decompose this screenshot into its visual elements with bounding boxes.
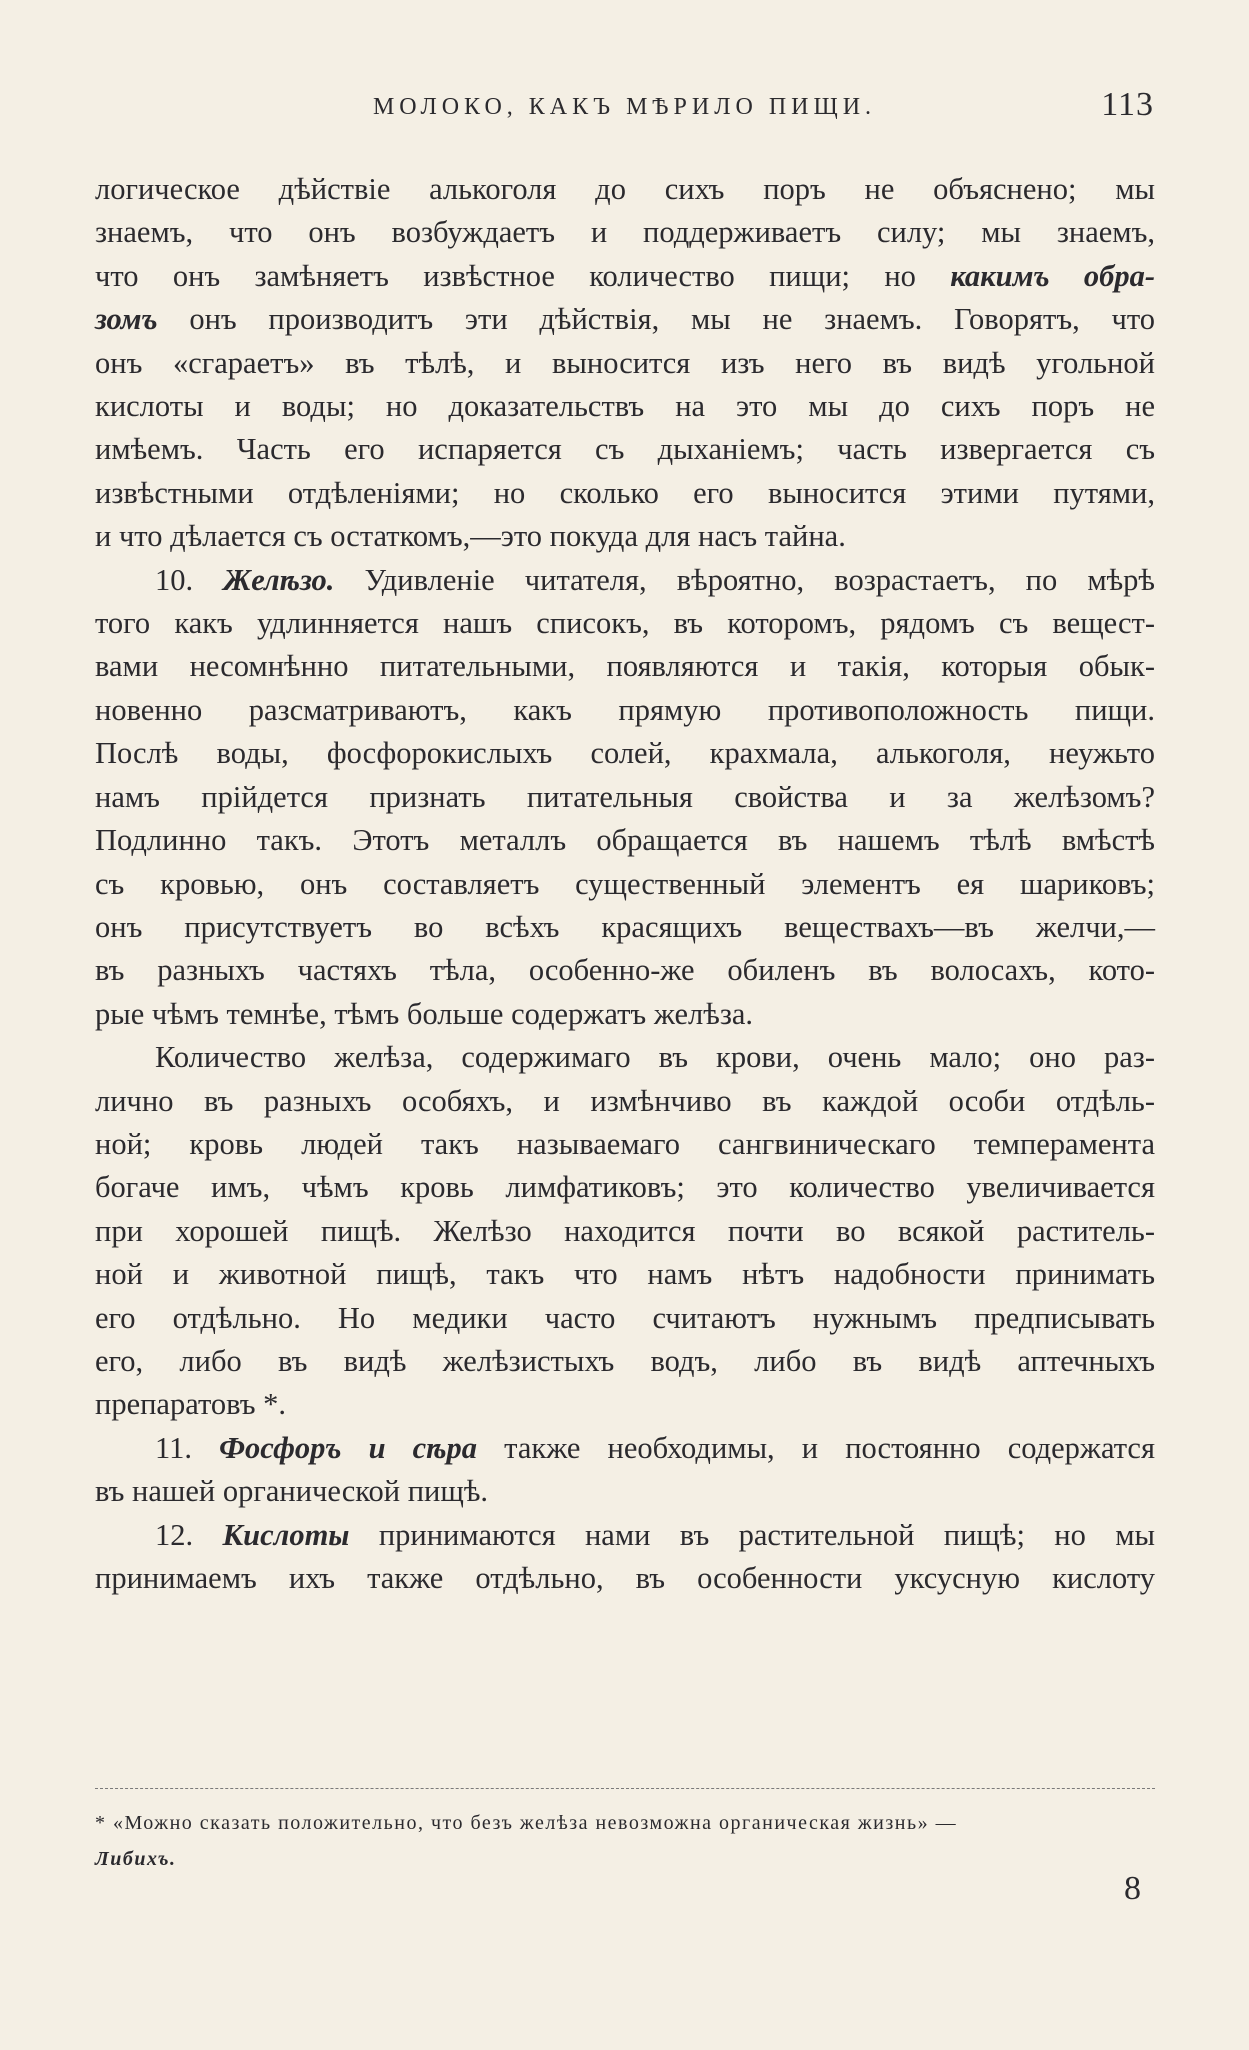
text-line: знаемъ, что онъ возбуждаетъ и поддерживаетъ силу; мы знаемъ, xyxy=(95,215,1155,250)
section-number: 10. xyxy=(155,562,224,597)
italic-phrase: зомъ xyxy=(95,302,158,337)
text-line: въ нашей органической пищѣ. xyxy=(95,1474,489,1509)
text-span: Удивленіе читателя, вѣроятно, возрастаетъ, по мѣрѣ xyxy=(334,562,1155,597)
page-header xyxy=(95,86,1154,132)
body-text xyxy=(95,168,1155,1600)
text-line: лично въ разныхъ особяхъ, и измѣнчиво въ каждой особи отдѣль- xyxy=(95,1083,1155,1118)
text-line: Послѣ воды, фосфорокислыхъ солей, крахмала, алькоголя, неужьто xyxy=(95,736,1155,771)
text-line: Количество желѣза, содержимаго въ крови, очень мало; оно раз- xyxy=(155,1040,1155,1075)
text-line: ной; кровь людей такъ называемаго сангвиническаго темперамента xyxy=(95,1126,1155,1161)
section-number: 11. xyxy=(155,1430,220,1465)
text-span: онъ производитъ эти дѣйствія, мы не знаемъ. Говорятъ, что xyxy=(157,302,1155,337)
footnote xyxy=(95,1805,1155,1877)
section-title: Фосфоръ xyxy=(219,1430,342,1465)
running-head: МОЛОКО, КАКЪ МѢРИЛО ПИЩИ. xyxy=(372,94,877,120)
page-number: 113 xyxy=(1101,86,1154,123)
text-line xyxy=(95,298,1155,341)
text-line: кислоты и воды; но доказательствъ на это мы до сихъ поръ не xyxy=(95,389,1155,424)
italic-phrase: какимъ обра- xyxy=(950,258,1155,293)
paragraph-alcohol xyxy=(95,168,1155,559)
section-title: сѣра xyxy=(412,1430,478,1465)
section-title: Кислоты xyxy=(222,1517,350,1552)
text-line: при хорошей пищѣ. Желѣзо находится почти во всякой раститель- xyxy=(95,1213,1155,1248)
paragraph-phosphorus-sulfur xyxy=(95,1427,1155,1514)
text-line xyxy=(95,255,1155,298)
text-line: онъ присутствуетъ во всѣхъ красящихъ веществахъ—въ желчи,— xyxy=(95,909,1155,944)
text-line: онъ «сгараетъ» въ тѣлѣ, и выносится изъ него въ видѣ угольной xyxy=(95,345,1155,380)
text-line: намъ прійдется признать питательныя свойства и за желѣзомъ? xyxy=(95,779,1155,814)
signature-mark: 8 xyxy=(1124,1870,1141,1907)
paragraph-acids xyxy=(95,1514,1155,1601)
text-line xyxy=(95,1514,1155,1557)
text-line: того какъ удлинняется нашъ списокъ, въ которомъ, рядомъ съ вещест- xyxy=(95,606,1155,641)
text-span: принимаются нами въ растительной пищѣ; но мы xyxy=(349,1517,1155,1552)
paragraph-iron-quantity xyxy=(95,1036,1155,1427)
footnote-divider xyxy=(95,1788,1155,1789)
text-line xyxy=(95,1427,1155,1470)
text-span: что онъ замѣняетъ извѣстное количество пищи; но xyxy=(95,258,951,293)
text-line: рые чѣмъ темнѣе, тѣмъ больше содержатъ желѣза. xyxy=(95,996,754,1031)
text-span: также необходимы, и постоянно содержатся xyxy=(477,1430,1156,1465)
paragraph-iron xyxy=(95,559,1155,1036)
text-line: препаратовъ *. xyxy=(95,1387,287,1422)
text-line: въ разныхъ частяхъ тѣла, особенно-же обиленъ въ волосахъ, кото- xyxy=(95,953,1155,988)
text-line: богаче имъ, чѣмъ кровь лимфатиковъ; это количество увеличивается xyxy=(95,1170,1155,1205)
text-line: Подлинно такъ. Этотъ металлъ обращается въ нашемъ тѣлѣ вмѣстѣ xyxy=(95,823,1155,858)
text-line: его, либо въ видѣ желѣзистыхъ водъ, либо въ видѣ аптечныхъ xyxy=(95,1343,1155,1378)
text-line: его отдѣльно. Но медики часто считаютъ нужнымъ предписывать xyxy=(95,1300,1155,1335)
text-line: ной и животной пищѣ, такъ что намъ нѣтъ надобности принимать xyxy=(95,1257,1155,1292)
footnote-text: * «Можно сказать положительно, что безъ желѣза невозможна органическая жизнь» — xyxy=(95,1812,958,1834)
text-line: вами несомнѣнно питательными, появляются и такія, которыя обык- xyxy=(95,649,1155,684)
text-line: новенно разсматриваютъ, какъ прямую противоположность пищи. xyxy=(95,692,1155,727)
section-title: Желѣзо. xyxy=(223,562,335,597)
section-title-conjunction: и xyxy=(341,1430,413,1465)
footnote-author: Либихъ. xyxy=(95,1848,177,1870)
text-line: извѣстными отдѣленіями; но сколько его выносится этими путями, xyxy=(95,475,1155,510)
text-line: съ кровью, онъ составляетъ существенный элементъ ея шариковъ; xyxy=(95,866,1155,901)
text-line: логическое дѣйствіе алькоголя до сихъ поръ не объяснено; мы xyxy=(95,172,1155,206)
text-line xyxy=(95,559,1155,602)
text-line: и что дѣлается съ остаткомъ,—это покуда для насъ тайна. xyxy=(95,519,846,554)
text-line: принимаемъ ихъ также отдѣльно, въ особенности уксусную кислоту xyxy=(95,1561,1155,1595)
section-number: 12. xyxy=(155,1517,223,1552)
text-line: имѣемъ. Часть его испаряется съ дыханіемъ; часть извергается съ xyxy=(95,432,1155,467)
